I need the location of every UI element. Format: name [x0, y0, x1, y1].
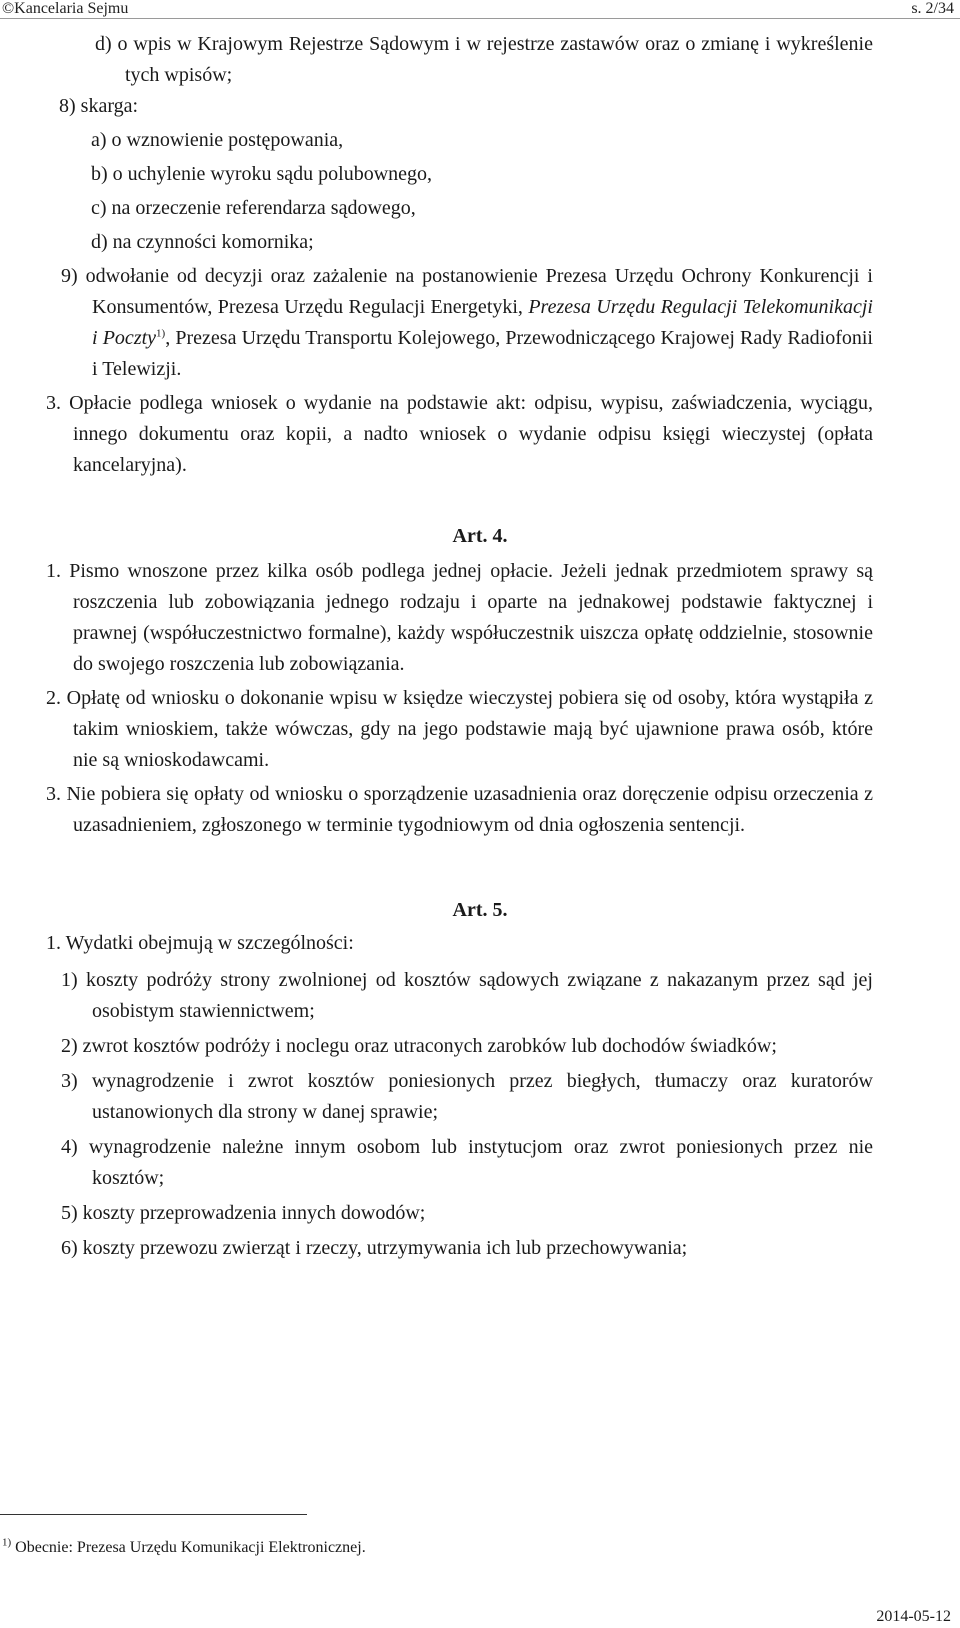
point-9-odwolanie: [0, 261, 960, 385]
footnote-marker: 1): [2, 1536, 12, 1549]
footnote: [2, 1538, 366, 1558]
art5-item: 4) wynagrodzenie należne innym osobom lub instytucjom oraz zwrot poniesionych przez nie kosztów;: [61, 1136, 873, 1189]
art5-item: 1) koszty podróży strony zwolnionej od kosztów sądowych związane z nakazanym przez sąd jej osobistym stawiennictwem;: [61, 969, 873, 1022]
art5-heading: Art. 5.: [452, 899, 508, 921]
point-8a: a) o wznowienie postępowania,: [91, 129, 344, 151]
header-rule: [0, 18, 960, 19]
header-page-number: s. 2/34: [911, 0, 954, 17]
point-8b: b) o uchylenie wyroku sądu polubownego,: [91, 163, 433, 185]
art5-item: 3) wynagrodzenie i zwrot kosztów poniesionych przez biegłych, tłumaczy oraz kuratorów ustanowionych dla strony w danej sprawie;: [61, 1070, 873, 1123]
footnote-rule: [0, 1514, 307, 1515]
footnote-ref: 1): [156, 327, 166, 340]
point-8c: c) na orzeczenie referendarza sądowego,: [91, 197, 416, 219]
art4-ust2: 2. Opłatę od wniosku o dokonanie wpisu w księdze wieczystej pobiera się od osoby, która wystąpiła z takim wnioskiem, także wówczas, gdy na jego podstawie mają być ujawnione prawa osób, które nie są wnioskodawcami.: [46, 687, 873, 771]
art4-ust3: 3. Nie pobiera się opłaty od wniosku o sporządzenie uzasadnienia oraz doręczenie odpisu orzeczenia z uzasadnieniem, zgłoszonego w terminie tygodniowym od dnia ogłoszenia sentencji.: [46, 783, 873, 836]
header-copyright: ©Kancelaria Sejmu: [2, 0, 129, 17]
document-body: [0, 29, 960, 1264]
art5-ust1: 1. Wydatki obejmują w szczególności:: [46, 932, 354, 954]
point-8d: d) na czynności komornika;: [91, 231, 314, 253]
art4-ust1: 1. Pismo wnoszone przez kilka osób podlega jednej opłacie. Jeżeli jednak przedmiotem sprawy są roszczenia lub zobowiązania jednego rodzaju i oparte na jednakowej podstawie faktycznej i prawnej (współuczestnictwo formalne), każdy współuczestnik uiszcza opłatę oddzielnie, stosownie do swojego roszczenia lub zobowiązania.: [46, 560, 873, 675]
point-8-skarga: 8) skarga:: [59, 95, 139, 117]
footnote-text: Obecnie: Prezesa Urzędu Komunikacji Elektronicznej.: [11, 1539, 366, 1556]
point-9-text-b: , Prezesa Urzędu Transportu Kolejowego, Przewodniczącego Krajowej Rady Radiofonii i Telewizji.: [92, 327, 873, 380]
point-d-krs: d) o wpis w Krajowym Rejestrze Sądowym i w rejestrze zastawów oraz o zmianę i wykreślenie tych wpisów;: [95, 33, 873, 86]
art5-item: 2) zwrot kosztów podróży i noclegu oraz utraconych zarobków lub dochodów świadków;: [61, 1035, 777, 1057]
art5-item: 5) koszty przeprowadzenia innych dowodów;: [61, 1202, 426, 1224]
art5-items-list: [0, 965, 960, 1264]
point-9-text-a: 9) odwołanie od decyzji oraz zażalenie na postanowienie Prezesa Urzędu Ochrony Konkurencji i Konsumentów, Prezesa Urzędu Regulacji Energetyki,: [61, 265, 873, 318]
art3-ust3: 3. Opłacie podlega wniosek o wydanie na podstawie akt: odpisu, wypisu, zaświadczenia, wyciągu, innego dokumentu oraz kopii, a nadto wniosek o wydanie odpisu księgi wieczystej (opłata kancelaryjna).: [46, 392, 873, 476]
point-9-italic: Prezesa Urzędu Regulacji Telekomunikacji i Poczty: [92, 296, 873, 349]
footer-date: 2014-05-12: [876, 1608, 951, 1625]
art4-heading: Art. 4.: [452, 525, 508, 547]
art5-item: 6) koszty przewozu zwierząt i rzeczy, utrzymywania ich lub przechowywania;: [61, 1237, 688, 1259]
